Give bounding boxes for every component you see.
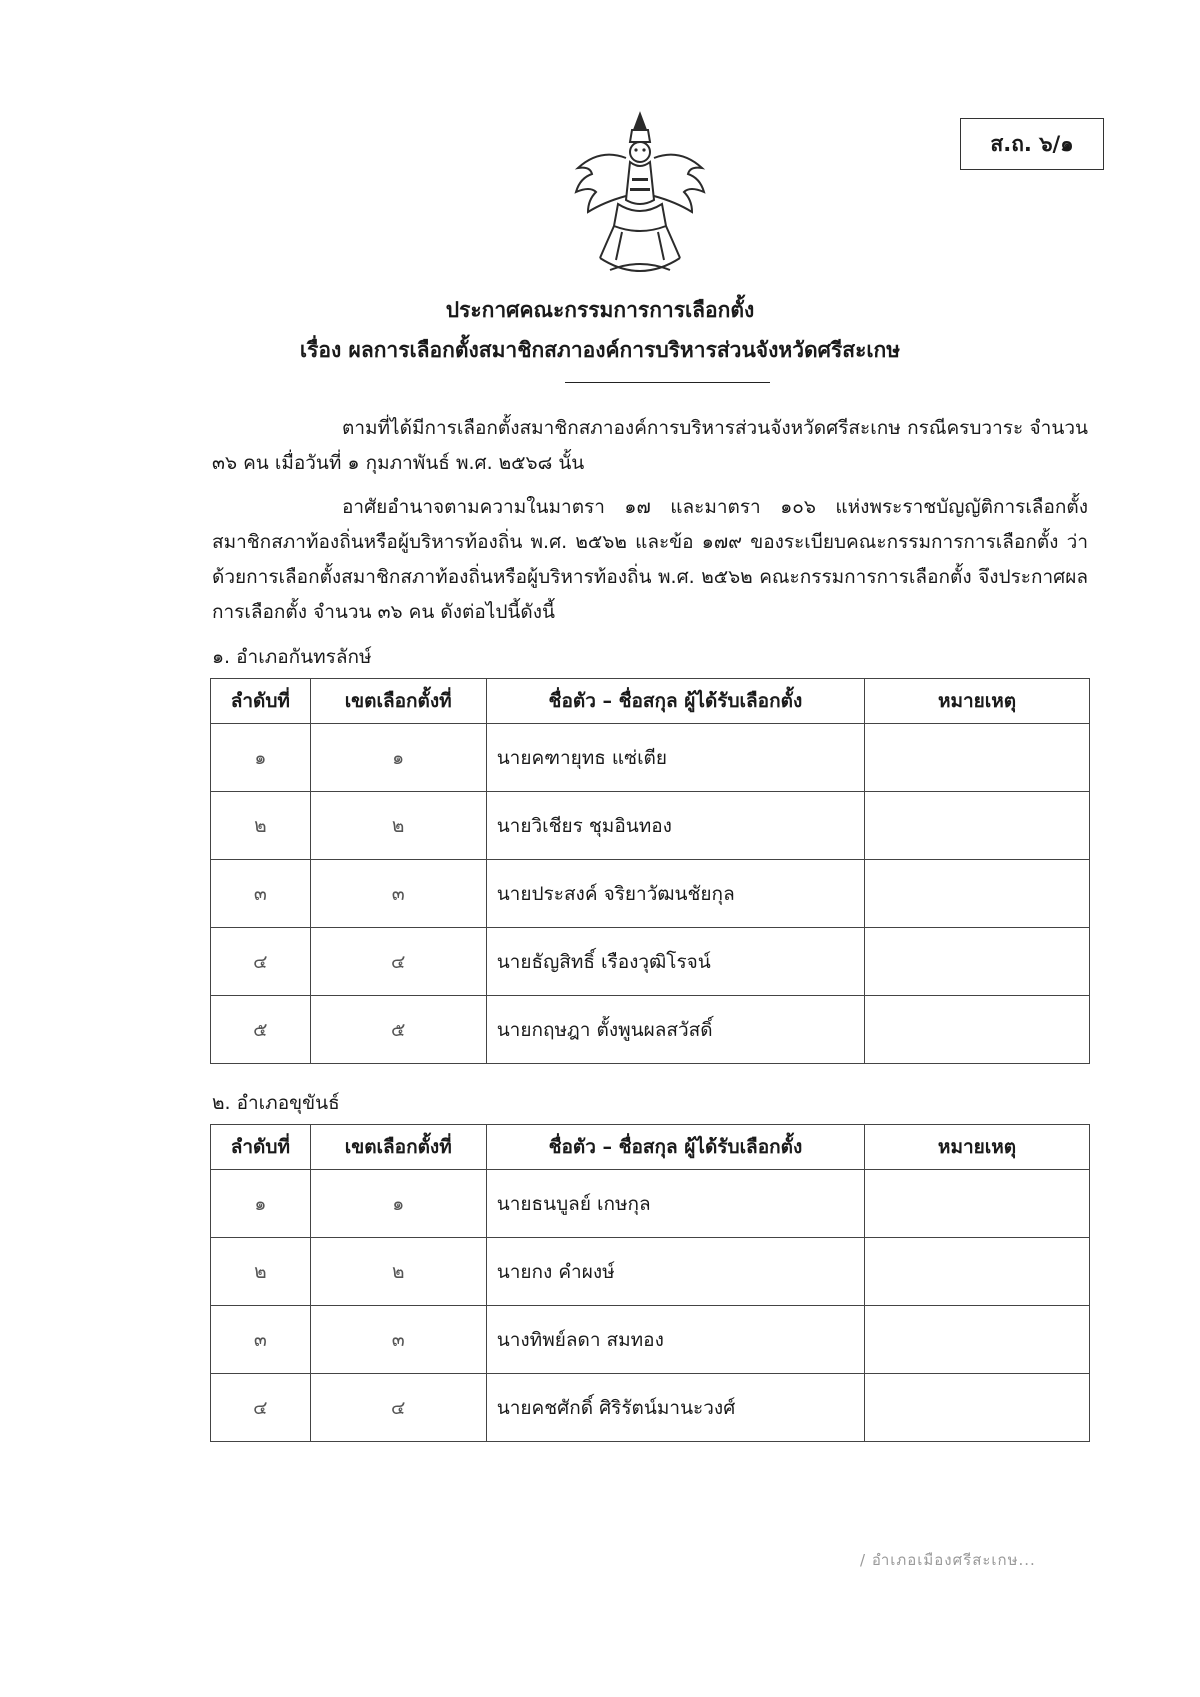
header-remark: หมายเหตุ — [865, 1125, 1090, 1170]
results-table-kantharalak — [210, 678, 1090, 1064]
paragraph-intro-text: ตามที่ได้มีการเลือกตั้งสมาชิกสภาองค์การบริหารส่วนจังหวัดศรีสะเกษ กรณีครบวาระ จำนวน ๓๖ คน เมื่อวันที่ ๑ กุมภาพันธ์ พ.ศ. ๒๕๖๘ นั้น — [212, 417, 1088, 474]
header-zone: เขตเลือกตั้งที่ — [310, 679, 486, 724]
table-row — [211, 792, 1090, 860]
cell-zone: ๑ — [310, 724, 486, 792]
cell-remark — [865, 1306, 1090, 1374]
cell-order: ๓ — [211, 1306, 311, 1374]
cell-name: นางทิพย์ลดา สมทอง — [486, 1306, 864, 1374]
cell-order: ๔ — [211, 1374, 311, 1442]
cell-order: ๒ — [211, 1238, 311, 1306]
cell-remark — [865, 792, 1090, 860]
cell-remark — [865, 1374, 1090, 1442]
table-row — [211, 1374, 1090, 1442]
cell-name: นายกฤษฎา ตั้งพูนผลสวัสดิ์ — [486, 996, 864, 1064]
table-row — [211, 860, 1090, 928]
header-name: ชื่อตัว – ชื่อสกุล ผู้ได้รับเลือกตั้ง — [486, 1125, 864, 1170]
table-row — [211, 996, 1090, 1064]
header-name: ชื่อตัว – ชื่อสกุล ผู้ได้รับเลือกตั้ง — [486, 679, 864, 724]
cell-zone: ๔ — [310, 1374, 486, 1442]
cell-name: นายธนบูลย์ เกษกุล — [486, 1170, 864, 1238]
cell-zone: ๒ — [310, 792, 486, 860]
cell-zone: ๔ — [310, 928, 486, 996]
table-row — [211, 928, 1090, 996]
paragraph-authority — [212, 490, 1088, 630]
header-zone: เขตเลือกตั้งที่ — [310, 1125, 486, 1170]
cell-remark — [865, 928, 1090, 996]
cell-zone: ๕ — [310, 996, 486, 1064]
cell-zone: ๓ — [310, 860, 486, 928]
continued-note: / อำเภอเมืองศรีสะเกษ... — [860, 1551, 1036, 1569]
cell-order: ๔ — [211, 928, 311, 996]
section-title-khukhan: ๒. อำเภอขุขันธ์ — [212, 1092, 340, 1114]
title-divider — [565, 382, 770, 383]
form-code-box: ส.ถ. ๖/๑ — [960, 118, 1104, 170]
cell-name: นายกง คำผงษ์ — [486, 1238, 864, 1306]
cell-name: นายคฑายุทธ แซ่เตีย — [486, 724, 864, 792]
cell-order: ๑ — [211, 1170, 311, 1238]
cell-zone: ๒ — [310, 1238, 486, 1306]
paragraph-authority-text: อาศัยอำนาจตามความในมาตรา ๑๗ และมาตรา ๑๐๖ แห่งพระราชบัญญัติการเลือกตั้งสมาชิกสภาท้องถิ่นหรือผู้บริหารท้องถิ่น พ.ศ. ๒๕๖๒ และข้อ ๑๗๙ ของระเบียบคณะกรรมการการเลือกตั้ง ว่าด้วยการเลือกตั้งสมาชิกสภาท้องถิ่นหรือผู้บริหารท้องถิ่น พ.ศ. ๒๕๖๒ คณะกรรมการการเลือกตั้ง จึงประกาศผลการเลือกตั้ง จำนวน ๓๖ คน ดังต่อไปนี้ดังนี้ — [212, 496, 1088, 623]
results-table-khukhan — [210, 1124, 1090, 1442]
cell-name: นายธัญสิทธิ์ เรืองวุฒิโรจน์ — [486, 928, 864, 996]
table-header-row — [211, 1125, 1090, 1170]
cell-order: ๒ — [211, 792, 311, 860]
garuda-emblem — [570, 108, 710, 280]
header-order: ลำดับที่ — [211, 679, 311, 724]
table-row — [211, 724, 1090, 792]
announcement-subject: เรื่อง ผลการเลือกตั้งสมาชิกสภาองค์การบริหารส่วนจังหวัดศรีสะเกษ — [299, 338, 901, 362]
cell-name: นายคชศักดิ์ ศิริรัตน์มานะวงศ์ — [486, 1374, 864, 1442]
cell-zone: ๓ — [310, 1306, 486, 1374]
cell-order: ๕ — [211, 996, 311, 1064]
cell-zone: ๑ — [310, 1170, 486, 1238]
paragraph-intro — [212, 411, 1088, 481]
cell-name: นายวิเชียร ชุมอินทอง — [486, 792, 864, 860]
table-row — [211, 1306, 1090, 1374]
cell-remark — [865, 996, 1090, 1064]
cell-remark — [865, 1238, 1090, 1306]
cell-remark — [865, 724, 1090, 792]
section-title-kantharalak: ๑. อำเภอกันทรลักษ์ — [212, 646, 372, 668]
header-order: ลำดับที่ — [211, 1125, 311, 1170]
header-remark: หมายเหตุ — [865, 679, 1090, 724]
table-header-row — [211, 679, 1090, 724]
announcement-title: ประกาศคณะกรรมการการเลือกตั้ง — [445, 298, 755, 322]
cell-order: ๓ — [211, 860, 311, 928]
table-row — [211, 1170, 1090, 1238]
cell-remark — [865, 860, 1090, 928]
cell-name: นายประสงค์ จริยาวัฒนชัยกุล — [486, 860, 864, 928]
cell-order: ๑ — [211, 724, 311, 792]
cell-remark — [865, 1170, 1090, 1238]
table-row — [211, 1238, 1090, 1306]
